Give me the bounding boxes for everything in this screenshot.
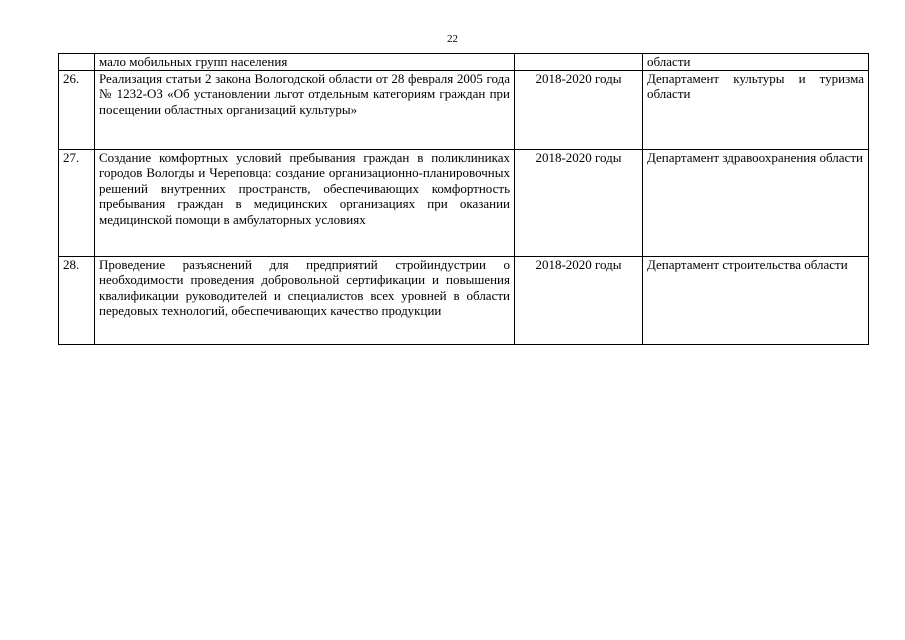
measure-description: Реализация статьи 2 закона Вологодской области от 28 февраля 2005 года № 1232-ОЗ «Об установлении льгот отдельным категориям граждан при посещении областных организаций культуры» (95, 70, 515, 149)
row-number-cell (59, 54, 95, 71)
table-row (59, 149, 869, 256)
measure-description: мало мобильных групп населения (95, 54, 515, 71)
responsible-executor: Департамент здравоохранения области (643, 149, 869, 256)
page-number: 22 (447, 33, 458, 45)
table-row (59, 70, 869, 149)
implementation-term: 2018-2020 годы (515, 256, 643, 344)
implementation-term: 2018-2020 годы (515, 70, 643, 149)
table-row (59, 256, 869, 344)
row-number: 28. (59, 256, 95, 344)
measure-description: Создание комфортных условий пребывания граждан в поликлиниках городов Вологды и Череповца: создание организационно-планировочных решений внутренних пространств, обеспечивающих комфортность пребывания граждан в медицинских организациях при оказании медицинской помощи в амбулаторных условиях (95, 149, 515, 256)
implementation-term: 2018-2020 годы (515, 149, 643, 256)
responsible-executor: Департамент строительства области (643, 256, 869, 344)
measure-description: Проведение разъяснений для предприятий стройиндустрии о необходимости проведения добровольной сертификации и повышения квалификации руководителей и специалистов всех уровней в области передовых технологий, обеспечивающих качество продукции (95, 256, 515, 344)
row-number: 26. (59, 70, 95, 149)
table-row-continuation (59, 54, 869, 71)
responsible-executor: области (643, 54, 869, 71)
responsible-executor: Департамент культуры и туризма области (643, 70, 869, 149)
measures-table (58, 53, 869, 345)
implementation-term (515, 54, 643, 71)
row-number: 27. (59, 149, 95, 256)
